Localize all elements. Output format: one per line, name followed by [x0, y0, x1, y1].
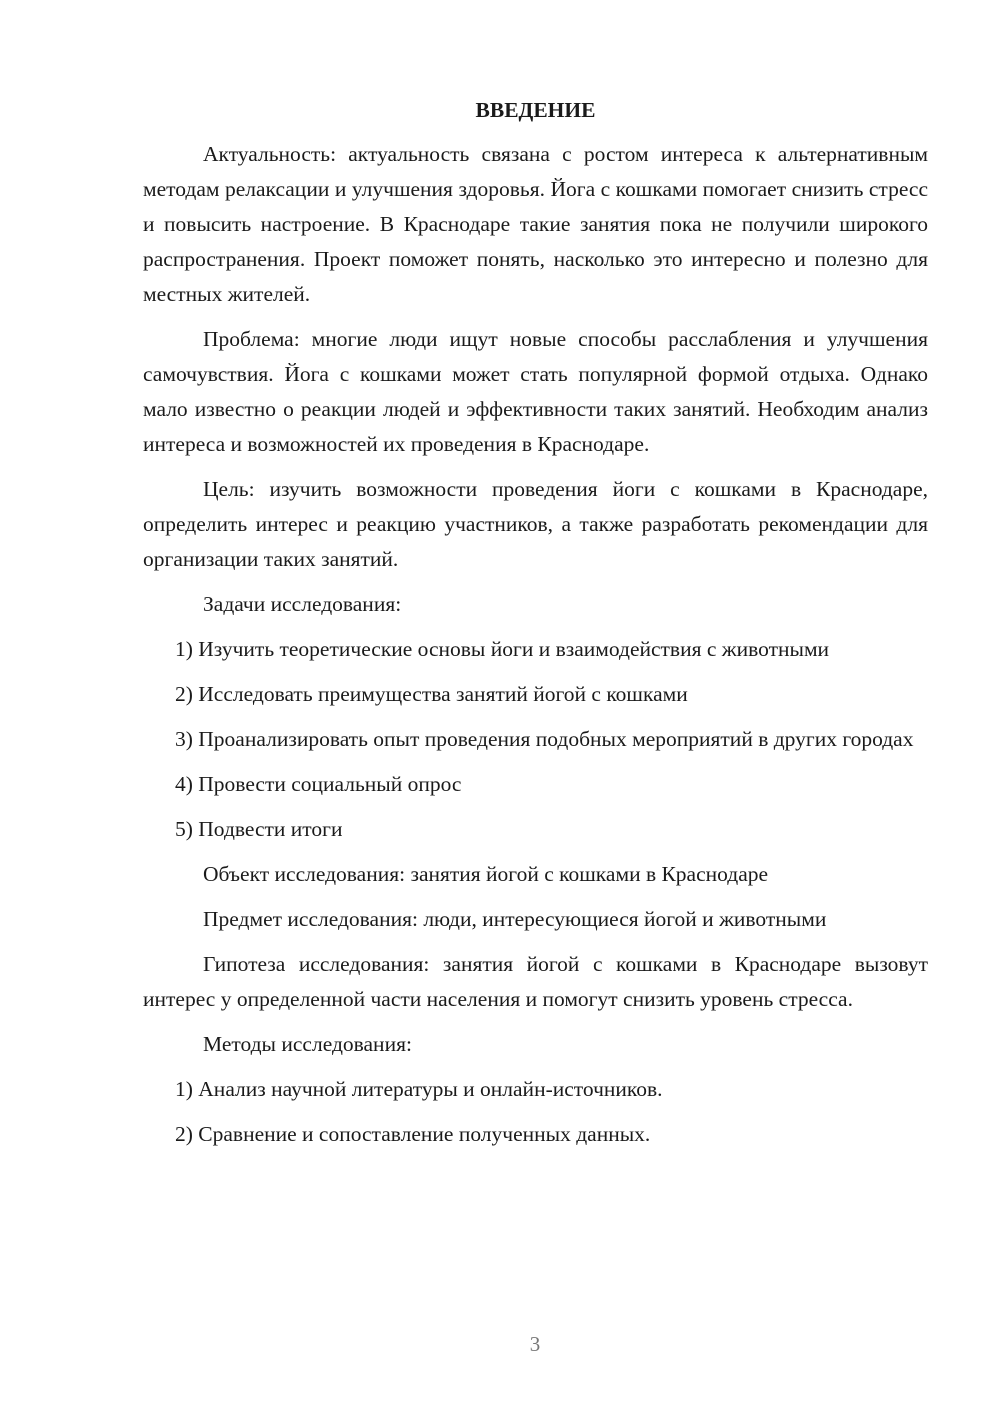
- task-item-3: 3) Проанализировать опыт проведения подобных мероприятий в других городах: [175, 727, 914, 751]
- task-item-1: 1) Изучить теоретические основы йоги и взаимодействия с животными: [175, 637, 830, 661]
- hypothesis-paragraph: Гипотеза исследования: занятия йогой с кошками в Краснодаре вызовут интерес у определенной части населения и помогут снизить уровень стресса.: [143, 952, 928, 1011]
- problem-paragraph: Проблема: многие люди ищут новые способы расслабления и улучшения самочувствия. Йога с кошками может стать популярной формой отдыха. Однако мало известно о реакции людей и эффективности таких занятий. Необходим анализ интереса и возможностей их проведения в Краснодаре.: [143, 327, 928, 456]
- method-item-2: 2) Сравнение и сопоставление полученных данных.: [175, 1122, 651, 1146]
- subject-line: Предмет исследования: люди, интересующиеся йогой и животными: [203, 907, 827, 931]
- tasks-label: Задачи исследования:: [203, 592, 402, 616]
- methods-label: Методы исследования:: [203, 1032, 412, 1056]
- task-item-2: 2) Исследовать преимущества занятий йогой с кошками: [175, 682, 688, 706]
- page-number: 3: [529, 1332, 541, 1356]
- relevance-paragraph: Актуальность: актуальность связана с ростом интереса к альтернативным методам релаксации и улучшения здоровья. Йога с кошками помогает снизить стресс и повысить настроение. В Краснодаре такие занятия пока не получили широкого распространения. Проект поможет понять, насколько это интересно и полезно для местных жителей.: [143, 142, 928, 306]
- document-page: [143, 95, 928, 1162]
- goal-paragraph: Цель: изучить возможности проведения йоги с кошками в Краснодаре, определить интерес и реакцию участников, а также разработать рекомендации для организации таких занятий.: [143, 477, 928, 571]
- task-item-4: 4) Провести социальный опрос: [175, 772, 462, 796]
- section-heading: ВВЕДЕНИЕ: [475, 98, 596, 122]
- task-item-5: 5) Подвести итоги: [175, 817, 343, 841]
- method-item-1: 1) Анализ научной литературы и онлайн-источников.: [175, 1077, 663, 1101]
- object-line: Объект исследования: занятия йогой с кошками в Краснодаре: [203, 862, 769, 886]
